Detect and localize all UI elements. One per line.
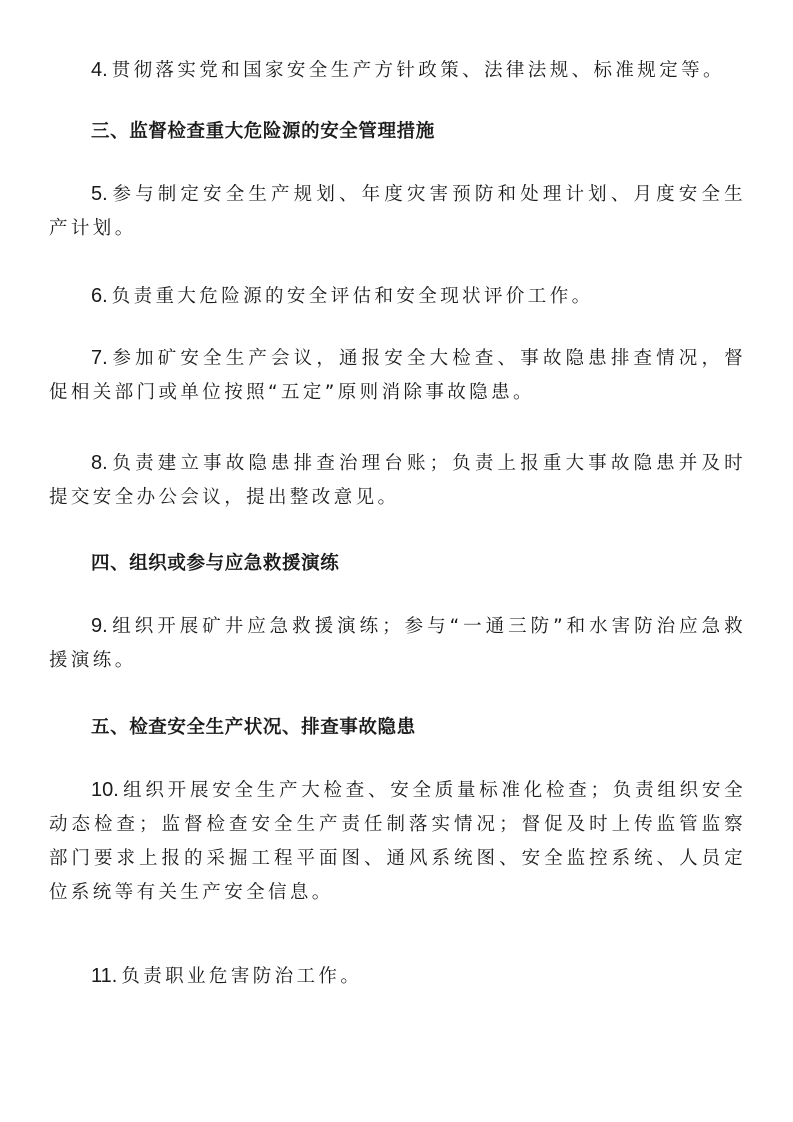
item-text: 贯彻落实党和国家安全生产方针政策、法律法规、标准规定等。	[111, 60, 725, 81]
item-number: 11.	[91, 965, 118, 987]
list-item	[49, 773, 746, 910]
item-number: 4.	[91, 59, 108, 81]
item-number: 9.	[91, 615, 108, 637]
item-number: 6.	[91, 285, 108, 307]
item-text: 负责重大危险源的安全评估和安全现状评价工作。	[111, 286, 594, 307]
section-heading: 五、检查安全生产状况、排查事故隐患	[91, 717, 416, 738]
item-number: 8.	[91, 452, 108, 474]
item-text: 负责建立事故隐患排查治理台账；负责上报重大事故隐患并及时提交安全办公会议，提出整改意见。	[49, 453, 746, 508]
item-text: 参加矿安全生产会议，通报安全大检查、事故隐患排查情况，督促相关部门或单位按照“五定”原则消除事故隐患。	[49, 348, 746, 403]
list-item	[49, 279, 746, 314]
item-text: 组织开展安全生产大检查、安全质量标准化检查；负责组织安全动态检查；监督检查安全生产责任制落实情况；督促及时上传监管监察部门要求上报的采掘工程平面图、通风系统图、安全监控系统、人员定位系统等有关生产安全信息。	[49, 780, 746, 903]
item-text: 组织开展矿井应急救援演练；参与“一通三防”和水害防治应急救援演练。	[49, 616, 746, 671]
list-item	[49, 53, 746, 88]
list-item	[49, 341, 746, 410]
item-number: 7.	[91, 347, 108, 369]
list-item	[49, 959, 746, 994]
item-text: 参与制定安全生产规划、年度灾害预防和处理计划、月度安全生产计划。	[49, 184, 746, 239]
item-text: 负责职业危害防治工作。	[121, 966, 363, 987]
section-heading: 三、监督检查重大危险源的安全管理措施	[91, 121, 435, 142]
item-number: 5.	[91, 183, 108, 205]
section-heading: 四、组织或参与应急救援演练	[91, 553, 340, 574]
item-number: 10.	[91, 779, 119, 801]
list-item	[49, 609, 746, 678]
list-item	[49, 446, 746, 515]
list-item	[49, 177, 746, 246]
